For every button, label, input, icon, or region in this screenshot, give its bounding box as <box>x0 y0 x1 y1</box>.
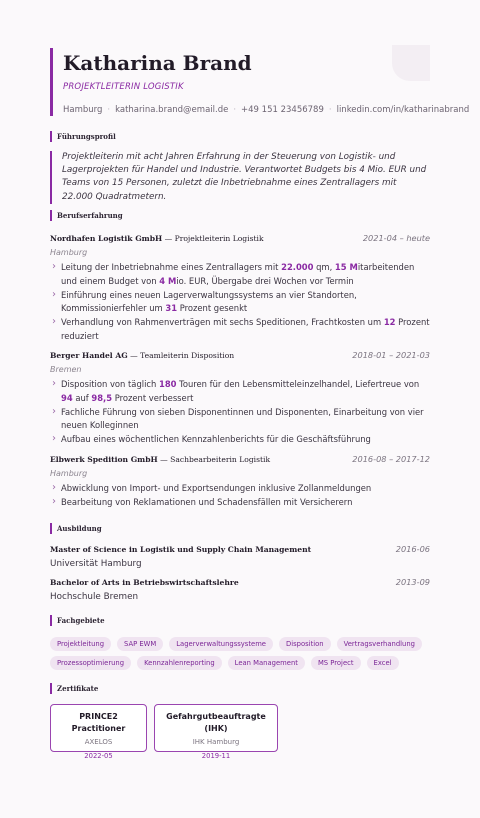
education-degree: Bachelor of Arts in Betriebswirtschaftslehre <box>50 578 239 587</box>
candidate-role: PROJEKTLEITERIN LOGISTIK <box>63 82 184 92</box>
certificate-card <box>50 704 147 760</box>
job-bullets <box>50 378 430 447</box>
contact-location: Hamburg <box>63 105 103 115</box>
skill-tag: Lean Management <box>228 656 305 670</box>
skill-tags <box>50 637 430 670</box>
contact-phone[interactable]: +49 151 23456789 <box>241 105 324 115</box>
skill-tag: Projektleitung <box>50 637 111 651</box>
job-bullet: › Abwicklung von Import- und Exportsendungen inklusive Zollanmeldungen <box>50 482 430 496</box>
resume-header <box>50 48 470 116</box>
contact-line <box>63 104 470 116</box>
job-bullet: › Leitung der Inbetriebnahme eines Zentrallagers mit 22.000 qm, 15 Mitarbeitenden und einem Budget von 4 Mio. EUR, Übergabe drei Wochen vor Termin <box>50 261 430 288</box>
education-school: Universität Hamburg <box>50 559 142 569</box>
skill-tag: SAP EWM <box>117 637 163 651</box>
skill-tag: Prozessoptimierung <box>50 656 131 670</box>
job-company: Berger Handel AG <box>50 351 128 360</box>
education-date: 2013-09 <box>395 577 430 587</box>
job-bullet: › Fachliche Führung von sieben Disponentinnen und Disponenten, Einarbeitung von vier neuen Kolleginnen <box>50 406 430 433</box>
job-location: Bremen <box>50 365 82 374</box>
job-dates: 2021-04 – heute <box>362 233 430 243</box>
skill-tag: Kennzahlenreporting <box>137 656 222 670</box>
certificate-card <box>154 704 278 760</box>
section-title-profile: Führungsprofil <box>50 131 116 142</box>
skill-tag: Disposition <box>279 637 331 651</box>
certificate-name: PRINCE2 Practitioner <box>71 712 126 733</box>
job-entry <box>50 453 430 510</box>
separator-dot: · <box>107 105 111 115</box>
metric-highlight: 22.000 <box>281 262 314 272</box>
education-entry <box>50 543 430 571</box>
job-position: Teamleiterin Disposition <box>140 351 235 360</box>
job-bullet: › Aufbau eines wöchentlichen Kennzahlenberichts für die Geschäftsführung <box>50 433 430 447</box>
job-location: Hamburg <box>50 248 88 257</box>
section-title-education: Ausbildung <box>50 523 102 534</box>
job-position: Projektleiterin Logistik <box>174 234 264 243</box>
job-entry <box>50 349 430 447</box>
skill-tag: Lagerverwaltungssysteme <box>169 637 273 651</box>
education-degree: Master of Science in Logistik und Supply Chain Management <box>50 545 312 554</box>
job-bullet: › Disposition von täglich 180 Touren für den Lebensmitteleinzelhandel, Liefertreue von 94 auf 98,5 Prozent verbessert <box>50 378 430 405</box>
skill-tag: MS Project <box>311 656 361 670</box>
profile-summary: Projektleiterin mit acht Jahren Erfahrung in der Steuerung von Logistik- und Lagerprojekten für Handel und Industrie. Verantwortet Budgets bis 4 Mio. EUR und Teams von 15 Personen, zuletzt die Inbetriebnahme eines Zentrallagers mit 22.000 Quadratmetern. <box>50 151 430 204</box>
job-location: Hamburg <box>50 469 88 478</box>
certificate-list <box>50 704 278 760</box>
metric-highlight: 12 <box>383 317 396 328</box>
job-bullets <box>50 261 430 344</box>
skill-tag: Excel <box>367 656 399 670</box>
job-bullet: › Einführung eines neuen Lagerverwaltungssystems an vier Standorten, Kommissionierfehler um 31 Prozent gesenkt <box>50 289 430 316</box>
certificate-name: Gefahrgutbeauftragte (IHK) <box>166 712 266 733</box>
job-entry <box>50 232 430 344</box>
education-school: Hochschule Bremen <box>50 592 139 602</box>
job-bullets <box>50 482 430 510</box>
certificate-date: 2019-11 <box>201 752 231 760</box>
metric-highlight: 15 M <box>334 262 358 272</box>
education-entry <box>50 576 430 604</box>
job-title-line: Nordhafen Logistik GmbH — Projektleiterin Logistik <box>50 234 264 243</box>
job-dates: 2016-08 – 2017-12 <box>352 454 430 464</box>
job-title-line: Berger Handel AG — Teamleiterin Disposition <box>50 351 235 360</box>
contact-email[interactable]: katharina.brand@email.de <box>115 105 229 115</box>
skill-tag: Vertragsverhandlung <box>337 637 422 651</box>
certificate-org: IHK Hamburg <box>192 738 240 746</box>
metric-highlight: 31 <box>165 303 178 314</box>
metric-highlight: 94 <box>61 392 73 403</box>
certificate-org: AXELOS <box>84 738 113 746</box>
section-title-skills: Fachgebiete <box>50 615 105 626</box>
job-company: Nordhafen Logistik GmbH <box>50 234 163 243</box>
job-bullet: › Verhandlung von Rahmenverträgen mit sechs Speditionen, Frachtkosten um 12 Prozent reduziert <box>50 316 430 343</box>
education-date: 2016-06 <box>395 544 430 554</box>
metric-highlight: 180 <box>159 379 177 389</box>
metric-highlight: 4 M <box>159 275 177 286</box>
job-position: Sachbearbeiterin Logistik <box>170 455 271 464</box>
metric-highlight: 98,5 <box>91 392 113 403</box>
contact-linkedin[interactable]: linkedin.com/in/katharinabrand <box>336 105 470 115</box>
section-title-certificates: Zertifikate <box>50 683 98 694</box>
candidate-name: Katharina Brand <box>63 51 252 75</box>
job-bullet: › Bearbeitung von Reklamationen und Schadensfällen mit Versicherern <box>50 496 430 510</box>
job-company: Elbwerk Spedition GmbH <box>50 455 158 464</box>
certificate-date: 2022-05 <box>84 752 113 760</box>
section-title-experience: Berufserfahrung <box>50 210 123 221</box>
separator-dot: · <box>328 105 332 115</box>
job-dates: 2018-01 – 2021-03 <box>352 350 430 360</box>
separator-dot: · <box>233 105 237 115</box>
job-title-line: Elbwerk Spedition GmbH — Sachbearbeiterin Logistik <box>50 455 271 464</box>
